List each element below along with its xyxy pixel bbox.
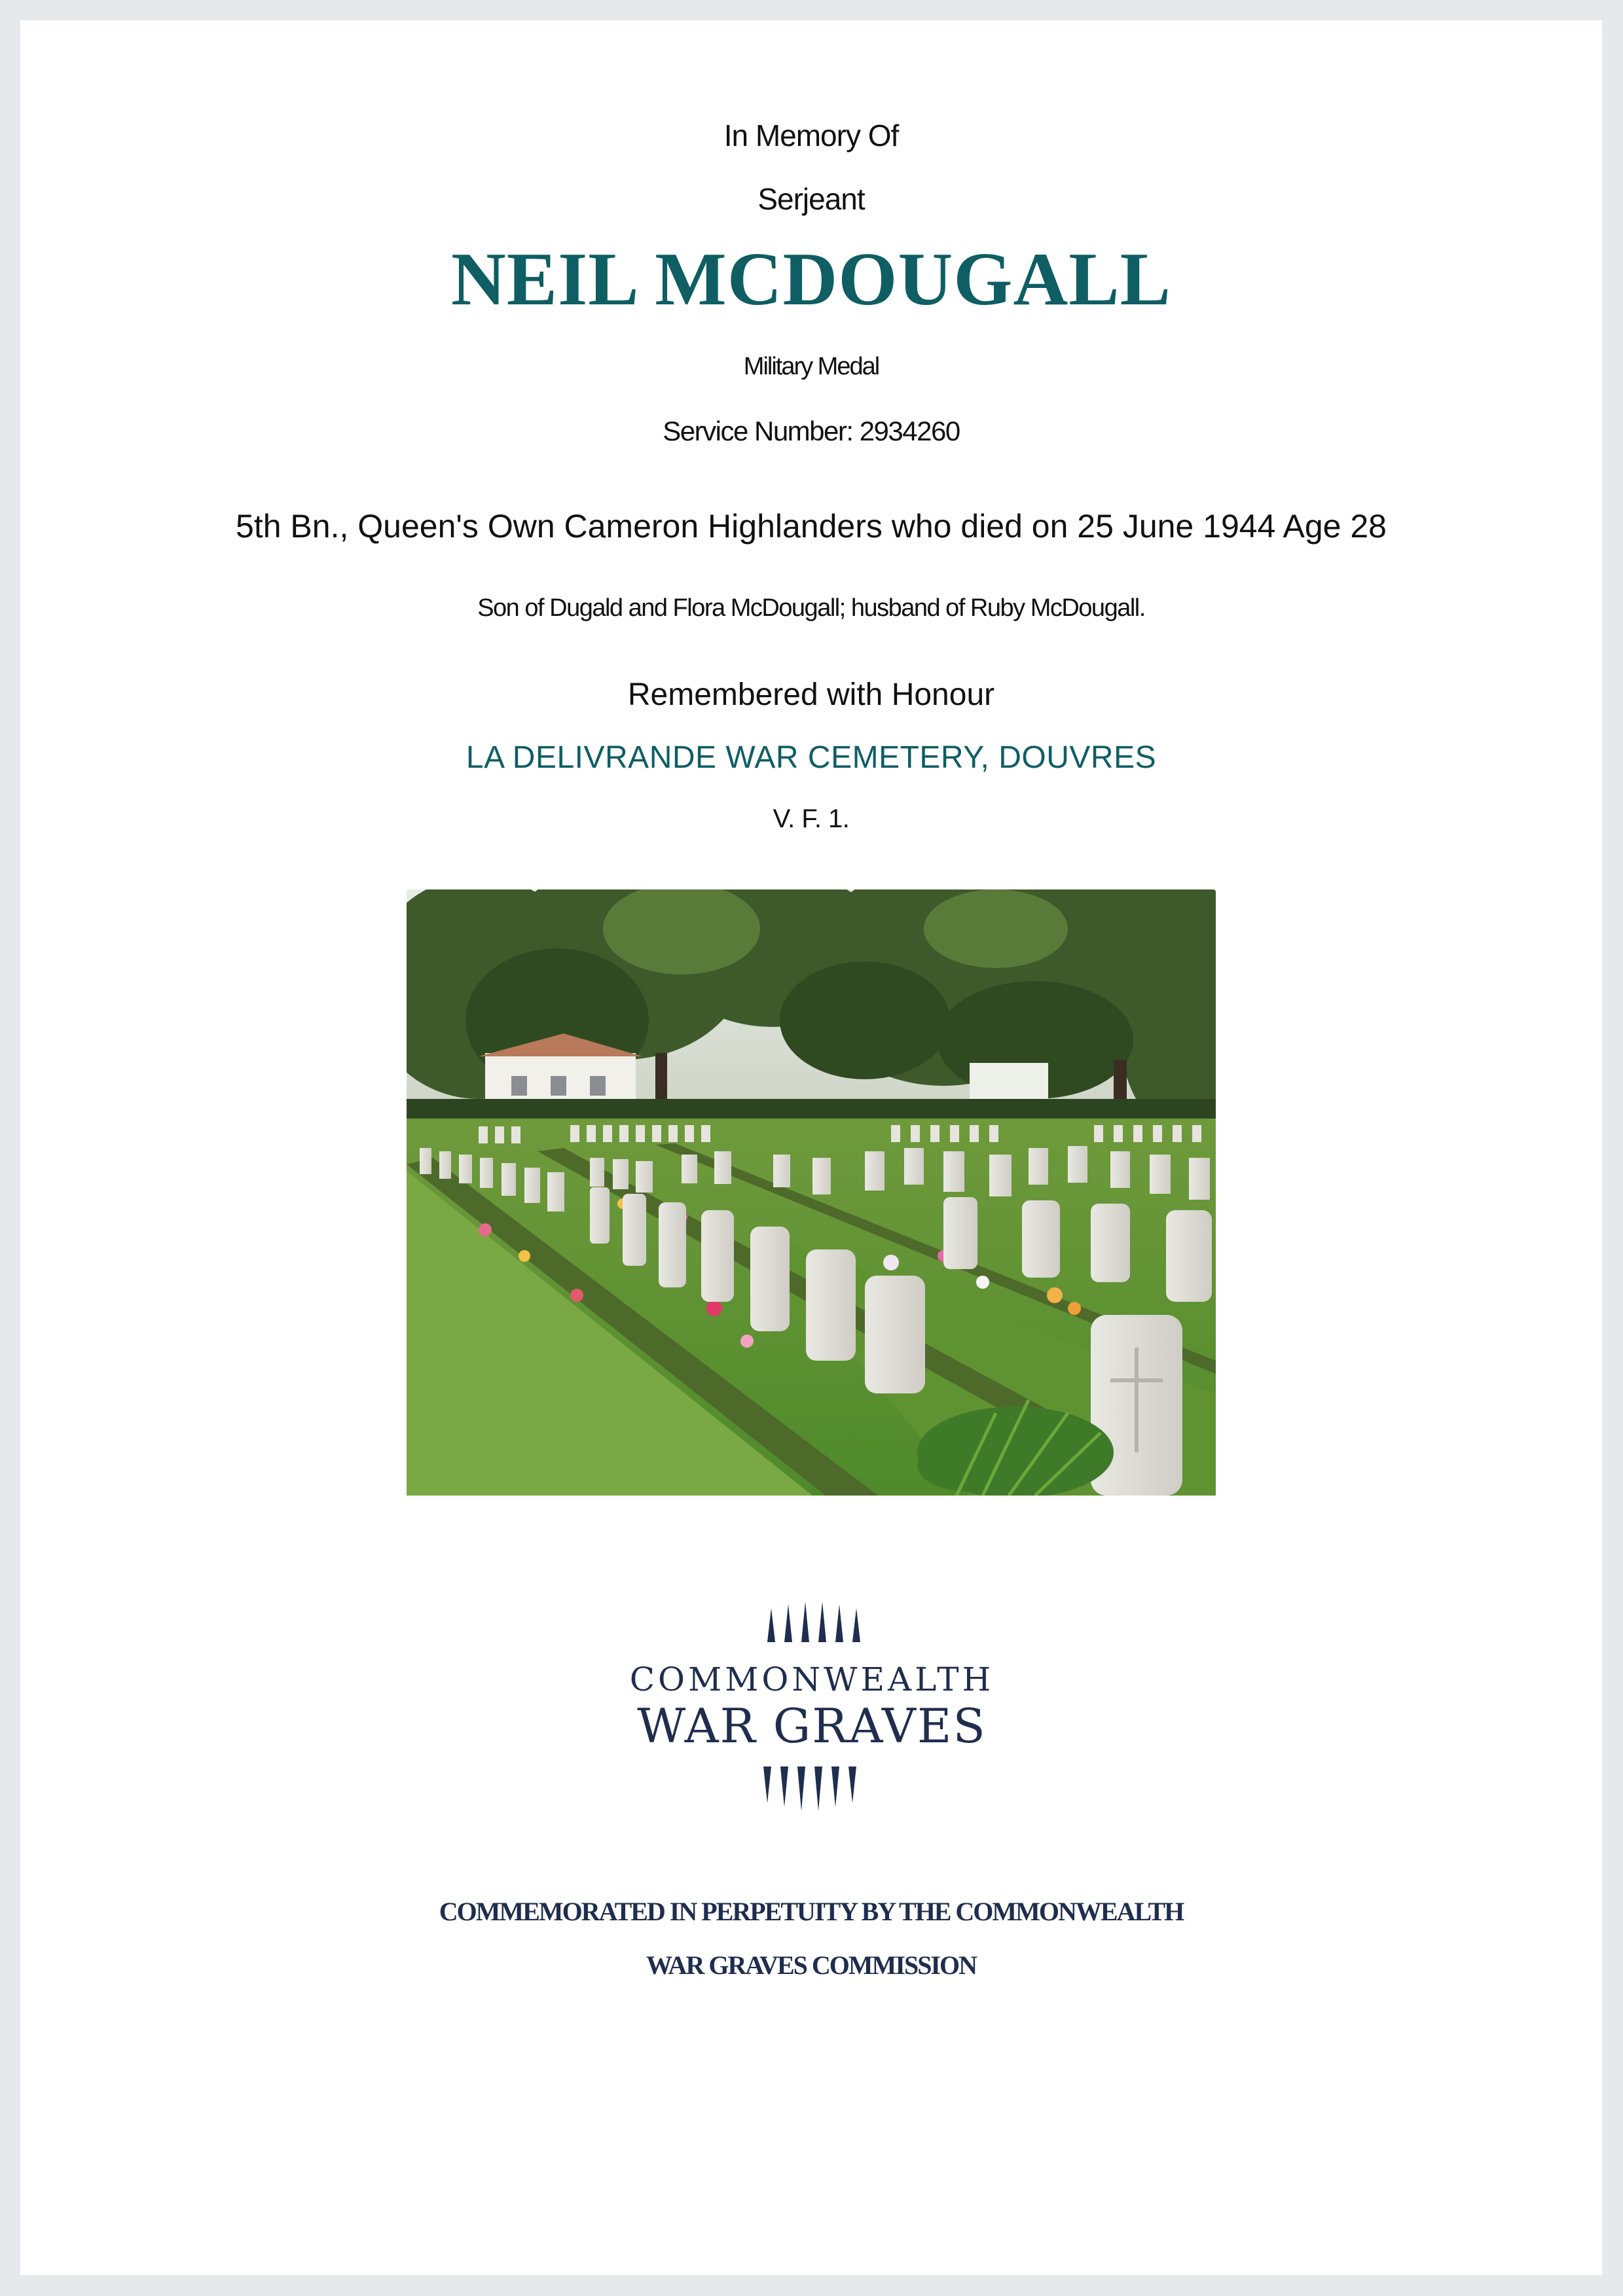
- logo-bottom-marks-icon: [626, 1767, 998, 1812]
- casualty-name: NEIL MCDOUGALL: [450, 238, 1172, 321]
- grave-reference: V. F. 1.: [773, 804, 850, 833]
- cemetery-photo: [407, 889, 1216, 1496]
- honours: Military Medal: [743, 353, 879, 380]
- commemoration-line-1: COMMEMORATED IN PERPETUITY BY THE COMMONWEALTH: [439, 1897, 1184, 1926]
- family-details: Son of Dugald and Flora McDougall; husband of Ruby McDougall.: [477, 594, 1145, 622]
- service-number: Service Number: 2934260: [663, 416, 960, 446]
- cemetery-name: LA DELIVRANDE WAR CEMETERY, DOUVRES: [465, 740, 1157, 775]
- remembered-with-honour: Remembered with Honour: [627, 677, 995, 712]
- certificate-page: [20, 20, 1602, 2275]
- cwgc-logo: [626, 1599, 998, 1815]
- logo-top-marks-icon: [626, 1599, 998, 1642]
- rank: Serjeant: [757, 182, 865, 216]
- logo-war-graves: WAR GRAVES: [637, 1698, 987, 1753]
- logo-commonwealth: COMMONWEALTH: [629, 1660, 994, 1698]
- in-memory-heading: In Memory Of: [723, 118, 899, 152]
- commemoration-line-2: WAR GRAVES COMMISSION: [646, 1950, 976, 1980]
- unit-and-death-date: 5th Bn., Queen's Own Cameron Highlanders who died on 25 June 1944 Age 28: [236, 508, 1387, 545]
